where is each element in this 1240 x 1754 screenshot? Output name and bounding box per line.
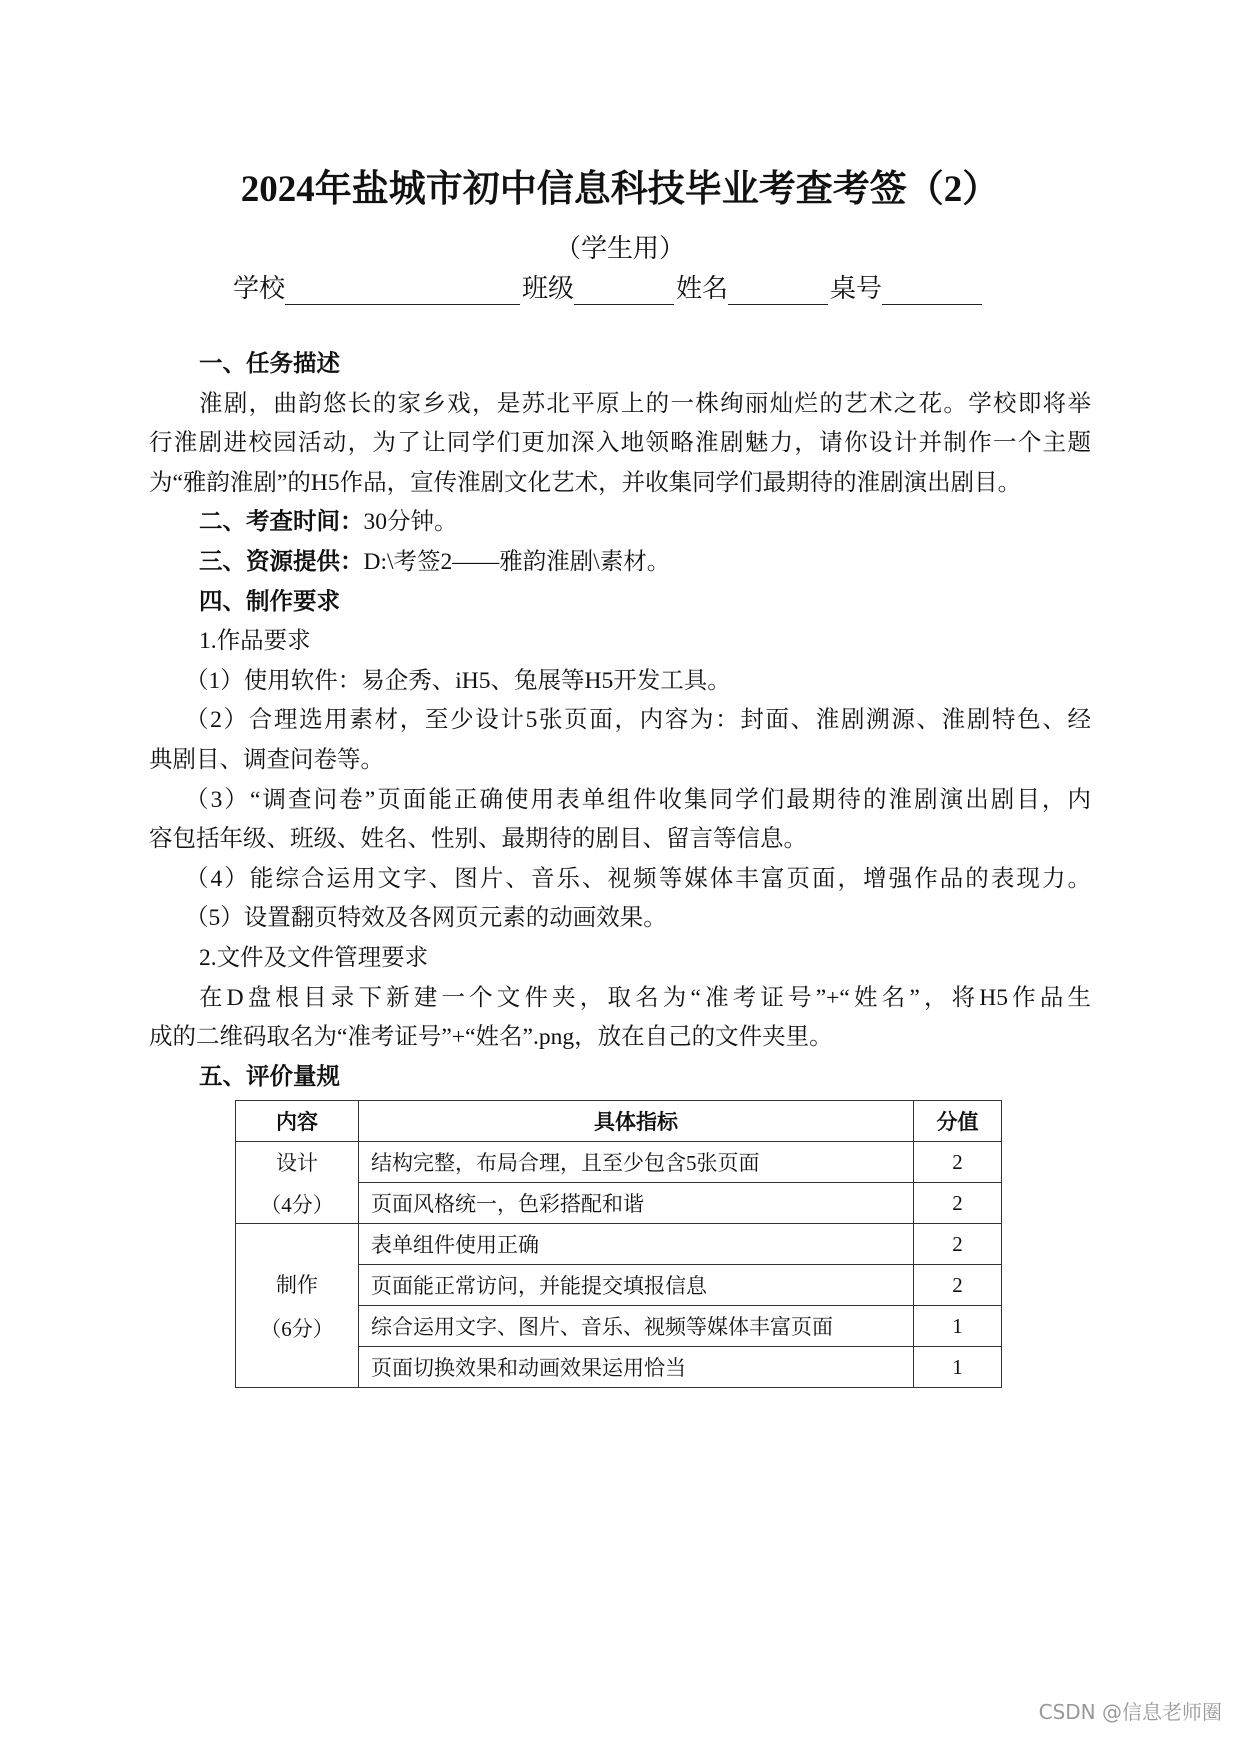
- section-heading: 一、任务描述: [199, 351, 340, 377]
- section-heading: 四、制作要求: [199, 588, 340, 615]
- name-blank: [728, 274, 828, 305]
- table-row: [236, 1224, 1002, 1265]
- section-heading: 二、考查时间：: [199, 509, 364, 536]
- group-cell: [236, 1142, 359, 1224]
- indicator-cell: 表单组件使用正确: [359, 1224, 914, 1265]
- requirement-item: （3）“调查问卷”页面能正确使用表单组件收集同学们最期待的淮剧演出剧目，内: [185, 786, 1091, 813]
- paragraph-line: 为“雅韵淮剧”的H5作品，宣传淮剧文化艺术，并收集同学们最期待的淮剧演出剧目。: [149, 469, 1022, 496]
- student-info-fields: [233, 268, 984, 305]
- requirement-item: 容包括年级、班级、姓名、性别、最期待的剧目、留言等信息。: [149, 826, 807, 853]
- requirement-item: （1）使用软件：易企秀、iH5、兔展等H5开发工具。: [185, 667, 731, 694]
- group-cell: [236, 1224, 359, 1388]
- header-content: 内容: [236, 1101, 359, 1142]
- group-name: 制作: [276, 1272, 318, 1297]
- score-cell: 1: [914, 1306, 1002, 1347]
- document-title: 2024年盐城市初中信息科技毕业考查考签（2）: [240, 169, 1000, 210]
- class-blank: [574, 274, 674, 305]
- exam-time: 30分钟。: [363, 509, 458, 536]
- requirement-item: （4）能综合运用文字、图片、音乐、视频等媒体丰富页面，增强作品的表现力。: [185, 865, 1091, 892]
- requirement-item: （5）设置翻页特效及各网页元素的动画效果。: [185, 905, 667, 932]
- group-name: 设计: [276, 1150, 318, 1175]
- paragraph-line: 淮剧，曲韵悠长的家乡戏，是苏北平原上的一株绚丽灿烂的艺术之花。学校即将举: [199, 390, 1091, 417]
- watermark: CSDN @信息老师圈: [1038, 1700, 1222, 1724]
- subsection-heading: 1.作品要求: [199, 628, 311, 655]
- school-label: 学校: [233, 274, 286, 303]
- school-blank: [285, 274, 520, 305]
- table-row: [236, 1142, 1002, 1183]
- requirement-item: （2）合理选用素材，至少设计5张页面，内容为：封面、淮剧溯源、淮剧特色、经: [185, 707, 1091, 734]
- table-header-row: [236, 1101, 1002, 1142]
- section-heading: 五、评价量规: [199, 1063, 340, 1090]
- requirement-item: 典剧目、调查问卷等。: [149, 746, 384, 773]
- subsection-heading: 2.文件及文件管理要求: [199, 944, 429, 971]
- score-cell: 2: [914, 1265, 1002, 1306]
- document-body: [149, 345, 1091, 1097]
- group-points: （4分）: [260, 1192, 334, 1217]
- evaluation-rubric-table: [235, 1100, 1002, 1388]
- score-cell: 2: [914, 1142, 1002, 1183]
- desk-label: 桌号: [830, 274, 883, 303]
- header-indicator: 具体指标: [359, 1101, 914, 1142]
- paragraph-line: 行淮剧进校园活动，为了让同学们更加深入地领略淮剧魅力，请你设计并制作一个主题: [149, 430, 1091, 457]
- paragraph-line: 在D盘根目录下新建一个文件夹，取名为“准考证号”+“姓名”，将H5作品生: [199, 984, 1091, 1011]
- section-heading: 三、资源提供：: [199, 548, 364, 575]
- score-cell: 2: [914, 1183, 1002, 1224]
- indicator-cell: 页面切换效果和动画效果运用恰当: [359, 1347, 914, 1388]
- score-cell: 2: [914, 1224, 1002, 1265]
- header-score: 分值: [914, 1101, 1002, 1142]
- name-label: 姓名: [676, 274, 729, 303]
- class-label: 班级: [522, 274, 575, 303]
- indicator-cell: 综合运用文字、图片、音乐、视频等媒体丰富页面: [359, 1306, 914, 1347]
- indicator-cell: 结构完整，布局合理，且至少包含5张页面: [359, 1142, 914, 1183]
- paragraph-line: 成的二维码取名为“准考证号”+“姓名”.png，放在自己的文件夹里。: [149, 1024, 833, 1051]
- desk-blank: [882, 274, 982, 305]
- group-points: （6分）: [260, 1316, 334, 1341]
- document-subtitle: （学生用）: [554, 234, 685, 263]
- indicator-cell: 页面能正常访问，并能提交填报信息: [359, 1265, 914, 1306]
- score-cell: 1: [914, 1347, 1002, 1388]
- indicator-cell: 页面风格统一，色彩搭配和谐: [359, 1183, 914, 1224]
- resource-path: D:\考签2——雅韵淮剧\素材。: [363, 548, 671, 575]
